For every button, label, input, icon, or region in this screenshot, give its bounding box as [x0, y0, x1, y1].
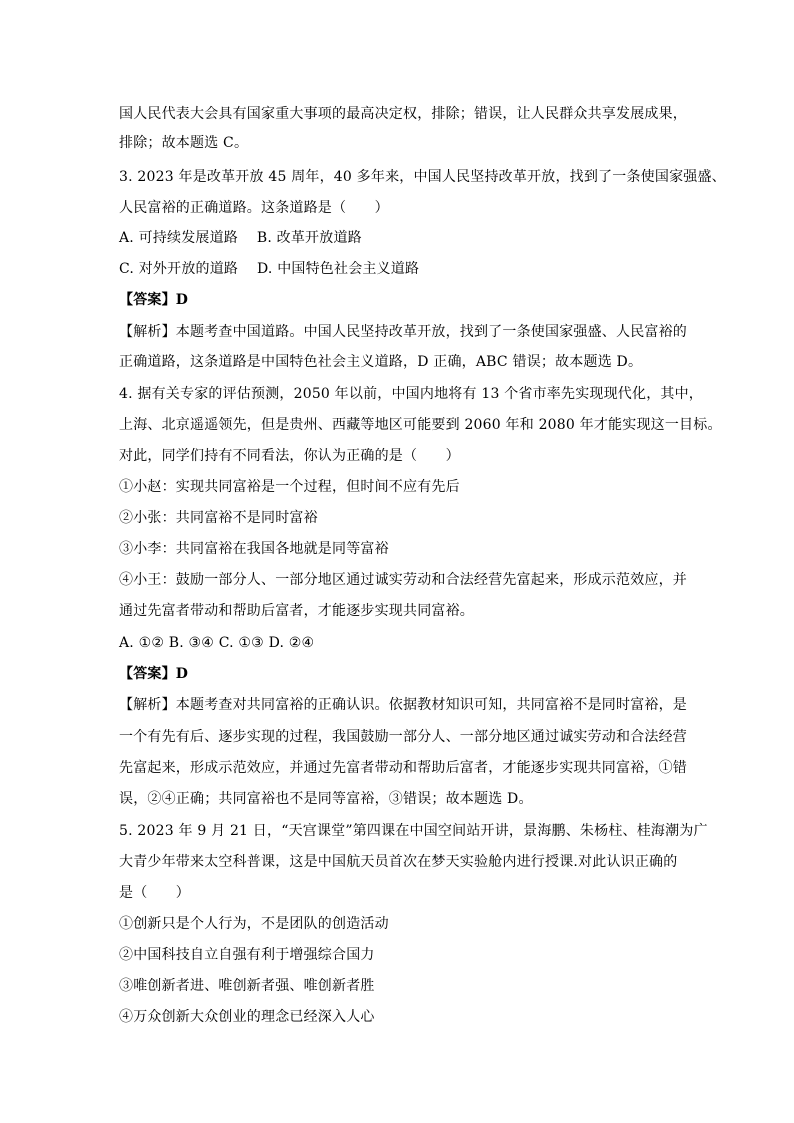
text-line: 国人民代表大会具有国家重大事项的最高决定权，排除；错误，让人民群众共享发展成果，: [119, 106, 687, 122]
analysis-line: 一个有先有后、逐步实现的过程，我国鼓励一部分人、一部分地区通过诚实劳动和合法经营: [119, 729, 687, 745]
answer-label: 【答案】D: [119, 292, 189, 308]
statement-line: ②小张：共同富裕不是同时富裕: [119, 510, 318, 526]
question-5-stem: 5. 2023 年 9 月 21 日，“天宫课堂”第四课在中国空间站开讲，景海鹏、朱杨柱、桂海潮为广: [119, 823, 708, 839]
text-line: 通过先富者带动和帮助后富者，才能逐步实现共同富裕。: [119, 603, 474, 619]
text-line: 是（ ）: [119, 885, 190, 901]
analysis-line: 误，②④正确；共同富裕也不是同等富裕，③错误；故本题选 D。: [119, 791, 533, 807]
statement-line: ①小赵：实现共同富裕是一个过程，但时间不应有先后: [119, 479, 460, 495]
text-line: 对此，同学们持有不同看法，你认为正确的是（ ）: [119, 448, 460, 464]
question-4-stem: 4. 据有关专家的评估预测，2050 年以前，中国内地将有 13 个省市率先实现现代化，其中，: [119, 386, 703, 402]
text-line: 上海、北京遥遥领先，但是贵州、西藏等地区可能要到 2060 年和 2080 年才能实现这一目标。: [119, 417, 722, 433]
statement-line: ③唯创新者进、唯创新者强、唯创新者胜: [119, 978, 375, 994]
statement-line: ④万众创新大众创业的理念已经深入人心: [119, 1009, 375, 1025]
text-line: 排除；故本题选 C。: [119, 135, 249, 151]
analysis-line: 【解析】本题考查对共同富裕的正确认识。依据教材知识可知，共同富裕不是同时富裕，是: [119, 697, 687, 713]
statement-line: ②中国科技自立自强有利于增强综合国力: [119, 947, 375, 963]
text-line: 人民富裕的正确道路。这条道路是（ ）: [119, 200, 389, 216]
analysis-line: 【解析】本题考查中国道路。中国人民坚持改革开放，找到了一条使国家强盛、人民富裕的: [119, 324, 687, 340]
statement-line: ④小王：鼓励一部分人、一部分地区通过诚实劳动和合法经营先富起来，形成示范效应，并: [119, 572, 687, 588]
statement-line: ③小李：共同富裕在我国各地就是同等富裕: [119, 541, 389, 557]
option-line: C. 对外开放的道路 D. 中国特色社会主义道路: [119, 261, 420, 277]
option-line: A. ①② B. ③④ C. ①③ D. ②④: [119, 635, 315, 651]
text-line: 大青少年带来太空科普课，这是中国航天员首次在梦天实验舱内进行授课.对此认识正确的: [119, 854, 678, 870]
analysis-line: 正确道路，这条道路是中国特色社会主义道路，D 正确，ABC 错误；故本题选 D。: [119, 354, 643, 370]
statement-line: ①创新只是个人行为，不是团队的创造活动: [119, 916, 389, 932]
option-line: A. 可持续发展道路 B. 改革开放道路: [119, 230, 362, 246]
analysis-line: 先富起来，形成示范效应，并通过先富者带动和帮助后富者，才能逐步实现共同富裕，①错: [119, 760, 687, 776]
question-3-stem: 3. 2023 年是改革开放 45 周年，40 多年来，中国人民坚持改革开放，找到了一条使国家强盛、: [119, 169, 726, 185]
answer-label: 【答案】D: [119, 666, 189, 682]
